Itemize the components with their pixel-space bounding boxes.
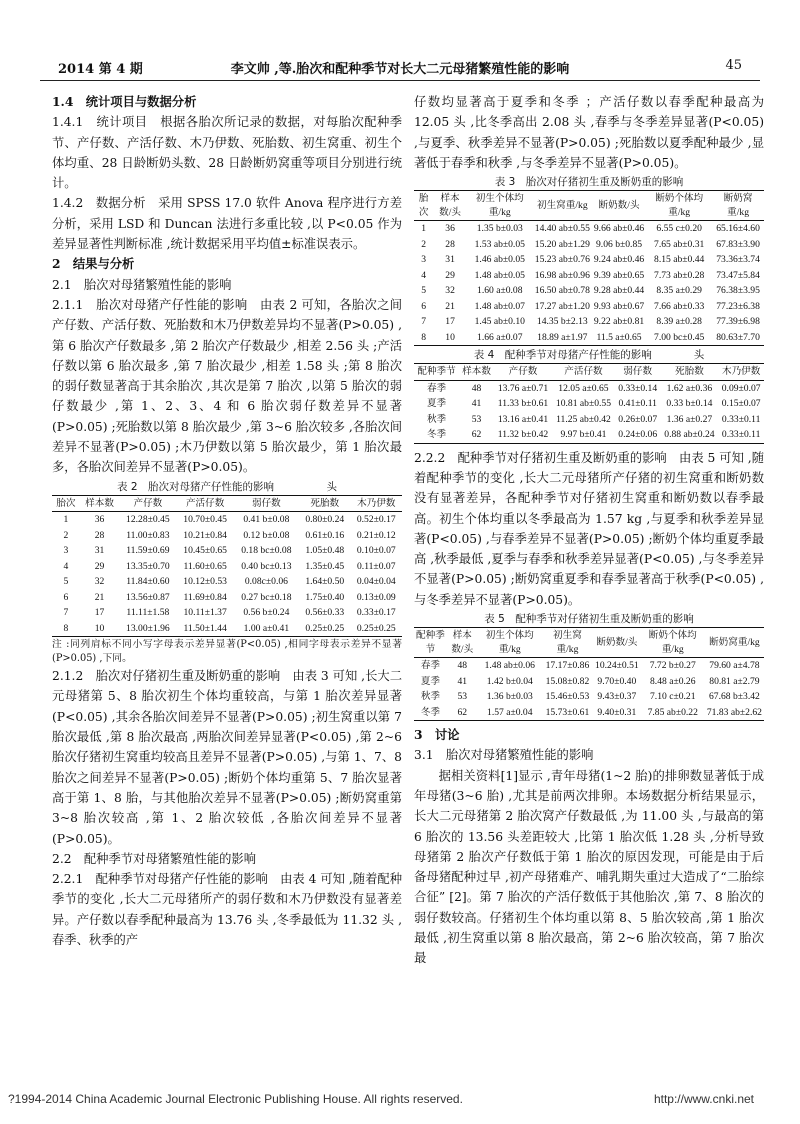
table-cell: 0.18 bc±0.08 [241,545,292,557]
table-cell: 1.66 a±0.07 [477,331,523,343]
table-cell: 7.85 ab±0.22 [647,706,698,718]
table-row [52,621,402,637]
table-cell: 9.93 ab±0.67 [593,300,645,312]
table-cell: 9.39 ab±0.65 [593,269,645,281]
table-cell: 0.26±0.07 [618,413,658,425]
table-cell: 0.21±0.12 [356,529,396,541]
table-cell: 1.48 ab±0.05 [474,269,525,281]
table-cell: 冬季 [420,706,441,718]
table-cell: 1.35 b±0.03 [476,223,523,235]
table-cell: 41 [471,398,482,410]
table-cell: 夏季 [426,398,447,410]
table-cell: 77.23±6.38 [716,300,760,312]
table-cell: 73.47±5.84 [716,269,760,281]
column-header: 断奶个体均重/kg [655,193,704,218]
table-cell: 7.66 ab±0.33 [654,300,705,312]
table-cell: 36 [445,223,455,235]
table-cell: 79.60 a±4.78 [709,660,760,672]
table-cell: 10 [94,622,105,634]
table-row [414,658,764,674]
table-cell: 1.53 ab±0.05 [474,238,525,250]
table-cell: 10.81 ab±0.55 [555,398,612,410]
table-row [414,299,764,315]
table-cell: 6 [63,591,69,603]
table-cell: 11.5 a±0.65 [596,331,642,343]
section-heading: 1.4 统计项目与数据分析 [52,94,197,109]
table-cell: 0.11±0.07 [357,560,396,572]
table-cell: 0.40 bc±0.13 [241,560,292,572]
column-header: 断奶个体均重/kg [648,630,697,655]
table-cell: 65.16±4.60 [716,223,760,235]
column-header: 样本数 [462,366,491,378]
table-cell: 80.81 a±2.79 [709,675,760,687]
table-cell: 8.15 ab±0.44 [654,254,705,266]
table-cell: 1.60 a±0.08 [477,285,523,297]
table-cell: 14.35 b±2.13 [536,316,588,328]
column-header: 胎次 [418,193,429,218]
table-cell: 7.00 bc±0.45 [654,331,705,343]
table-cell: 秋季 [420,691,441,703]
table-cell: 76.38±3.95 [716,285,760,297]
table-row [52,605,402,621]
table-cell: 10.24±0.51 [595,660,639,672]
table-row [414,221,764,237]
table-cell: 7.10 c±0.21 [650,691,696,703]
table-cell: 7.73 ab±0.28 [654,269,705,281]
table-cell: 1.36 b±0.03 [486,691,533,703]
table-cell: 0.56±0.33 [305,607,345,619]
table-cell: 0.52±0.17 [356,514,396,526]
paragraph: 据相关资料[1]显示 ,青年母猪(1~2 胎)的排卵数显著低于成年母猪(3~6 胎) ,尤其是前两次排卵。本场数据分析结果显示，长大二元母猪第 2 胎次窝产仔数最低 ,为 11.00 头 ,与最高的第 6 胎次的 13.56 头差距较大 ,比第 1 胎次低 1.28 头 ,分析导致母猪第 2 胎次产仔数低于第 1 胎次的原因发现，可能是由于后备母猪配种过早 ,初产母猪难产、哺乳期失重过大造成了“二胎综合征” [2]。第 7 胎次的产活仔数低于其他胎次 ,第 7、8 胎次的弱仔数较高。仔猪初生个体均重以第 8、5 胎次较高 ,第 1 胎次最低 ,初生窝重以第 8 胎次最高，第 2~6 胎次较高，第 7 胎次最 [414,768,764,966]
paragraph: 仔数均显著高于夏季和冬季 ；产活仔数以春季配种最高为 12.05 头 ,比冬季高出 2.08 头 ,春季与冬季差异显著(P<0.05) ,与夏季、秋季差异不显著(P>0.05) ;死胎数以夏季配种最少 ,显著低于春季和秋季 ,与冬季差异不显著(P>0.05)。 [414,95,764,170]
paragraph: 2.1.2 胎次对仔猪初生重及断奶重的影响 由表 3 可知 ,长大二元母猪第 5、8 胎次初生个体均重较高，与第 1 胎次差异显著(P<0.05) ,其余各胎次间差异不显著(P>0.05) ;初生窝重以第 7 胎次最低 ,第 8 胎次最高 ,两胎次间差异显著(P<0.05) ,第 2~6 胎次仔猪初生窝重均较高且差异不显著(P>0.05) ,与第 1、7、8 胎次之间差异不显著(P>0.05) ;断奶个体均重第 5、7 胎次显著高于第 1、8 胎，与其他胎次差异不显著(P>0.05) ;断奶窝重第 3~8 胎次较高 ,第 1、2 胎次较低 ,各胎次间差异不显著(P>0.05)。 [52,669,402,846]
table-cell: 0.04±0.04 [356,576,396,588]
column-header: 初生个体均重/kg [475,193,524,218]
table-row [414,283,764,299]
table-cell: 1.57 a±0.04 [487,706,533,718]
table-cell: 6.55 c±0.20 [656,223,702,235]
paragraph: 2.2.1 配种季节对母猪产仔性能的影响 由表 4 可知 ,随着配种季节的变化 ,长大二元母猪所产的弱仔数和木乃伊数没有显著差异。产仔数以春季配种最高为 13.76 头 ,冬季最低为 11.32 头 ,春季、秋季的产 [52,872,402,947]
table-cell: 9.24 ab±0.46 [593,254,645,266]
column-header: 初生个体均重/kg [485,630,534,655]
table-cell: 8 [63,622,69,634]
table-cell: 1.45 ab±0.10 [474,316,525,328]
table-cell: 春季 [426,382,447,394]
table-cell: 7 [63,607,69,619]
table-cell: 28 [445,238,455,250]
table-cell: 11.33 b±0.61 [497,398,549,410]
copyright-text: ?1994-2014 China Academic Journal Electronic Publishing House. All rights reserved. [8,1092,463,1106]
table-cell: 7 [421,316,427,328]
section-heading: 2.2 配种季节对母猪繁殖性能的影响 [52,851,257,866]
table-2 [52,495,402,638]
table-cell: 15.08±0.82 [545,675,590,687]
table-cell: 73.36±3.74 [716,254,760,266]
table-cell: 21 [445,300,455,312]
table-cell: 62 [457,706,468,718]
table-cell: 0.33±0.11 [721,413,761,425]
table-cell: 80.63±7.70 [716,331,760,343]
table-cell: 53 [471,413,482,425]
table-cell: 12.28±0.45 [126,514,170,526]
table-cell: 17 [94,607,105,619]
journal-issue: 2014 第 4 期 [58,62,143,77]
table-row [414,674,764,690]
table-cell: 77.39±6.98 [716,316,760,328]
column-header: 样本数/头 [451,630,474,655]
table-row [414,412,764,428]
table-cell: 秋季 [426,413,447,425]
table-note: 注 :同列肩标不同小写字母表示差异显著(P<0.05) ,相同字母表示差异不显著(P>0.05) ,下同。 [52,639,402,665]
table-cell: 36 [94,514,105,526]
table-cell: 12.05 a±0.65 [558,382,609,394]
table-cell: 6 [421,300,427,312]
table-cell: 11.32 b±0.42 [497,429,549,441]
table-cell: 13.16 a±0.41 [497,413,549,425]
table-cell: 67.83±3.90 [716,238,760,250]
table-cell: 11.11±1.58 [126,607,170,619]
table-cell: 0.27 bc±0.18 [241,591,292,603]
table-cell: 0.33±0.11 [721,429,761,441]
column-header: 初生窝重/kg [553,630,582,655]
section-heading: 2.1 胎次对母猪繁殖性能的影响 [52,277,232,292]
table-row [414,689,764,705]
table-cell: 15.23 ab±0.76 [534,254,590,266]
table-row [414,268,764,284]
column-header: 产活仔数 [185,497,225,509]
table-cell: 1.42 b±0.04 [486,675,533,687]
table-cell: 0.41±0.11 [618,398,657,410]
table-cell: 1 [63,514,69,526]
table-cell: 0.15±0.07 [721,398,761,410]
table-cell: 67.68 b±3.42 [709,691,760,703]
table-cell: 14.40 ab±0.55 [534,223,590,235]
table-cell: 13.00±1.96 [126,622,170,634]
table-row [414,237,764,253]
table-cell: 7.65 ab±0.31 [654,238,705,250]
table-row [414,252,764,268]
table-cell: 0.33±0.17 [356,607,396,619]
table-cell: 8 [421,331,427,343]
table-cell: 8.48 a±0.26 [650,675,696,687]
right-column [414,92,764,969]
table-cell: 41 [457,675,468,687]
column-header: 弱仔数 [623,366,653,378]
column-header: 死胎数 [675,366,704,378]
table-cell: 0.10±0.07 [356,545,396,557]
table-cell: 9.22 ab±0.81 [593,316,645,328]
paragraph: 2.1.1 胎次对母猪产仔性能的影响 由表 2 可知，各胎次之间产仔数、产活仔数、死胎数和木乃伊数差异均不显著(P>0.05) ,第 6 胎次产仔数最多 ,第 2 胎次产仔数最少 ,相差 2.56 头 ;产活仔数以第 6 胎次最多 ,第 7 胎次最少 ,相差 1.58 头 ;第 8 胎次的弱仔数显著高于其余胎次 ,其次是第 7 胎次 ,以第 5 胎次的弱仔数最少 ,第 1、2、3、4 和 6 胎次弱仔数差异不显著(P>0.05) ;死胎数以第 8 胎次最少 ,第 3~6 胎次较多 ,各胎次间差异不显著(P>0.05) ;木乃伊数以第 5 胎次最少，第 1 胎次最多，各胎次间差异不显著(P>0.05)。 [52,297,402,475]
table-cell: 1 [421,223,427,235]
table-row [414,314,764,330]
table-cell: 13.56±0.87 [126,591,170,603]
table-cell: 9.43±0.37 [597,691,637,703]
table-cell: 9.70±0.40 [597,675,637,687]
column-header: 样本数/头 [439,193,461,218]
table-cell: 0.12 b±0.08 [243,529,290,541]
table-row [52,574,402,590]
table-cell: 0.08c±0.06 [244,576,288,588]
paragraph: 2.2.2 配种季节对仔猪初生重及断奶重的影响 由表 5 可知 ,随着配种季节的变化 ,长大二元母猪所产仔猪的初生窝重和断奶数没有显著差异，各配种季节对仔猪初生窝重和断奶数以春季最高。初生个体均重以冬季最高为 1.57 kg ,与夏季和秋季差异显著(P<0.05) ,与春季差异不显著(P>0.05) ;断奶个体均重夏季最高 ,秋季最低 ,夏季与春季和秋季差异显著(P<0.05) ,与冬季差异不显著(P>0.05) ;断奶窝重夏季和春季显著高于秋季(P<0.05) ,与冬季差异不显著(P>0.05)。 [414,450,764,607]
table-cell: 9.97 b±0.41 [560,429,607,441]
table-cell: 11.50±1.44 [183,622,227,634]
page-number: 45 [725,58,742,73]
table-cell: 1.35±0.45 [305,560,345,572]
table-cell: 29 [445,269,455,281]
cnki-link[interactable]: http://www.cnki.net [653,1092,754,1106]
table-cell: 15.73±0.61 [545,706,590,718]
table-cell: 冬季 [426,429,447,441]
table-cell: 0.61±0.16 [305,529,345,541]
table-cell: 31 [445,254,455,266]
table-row [414,330,764,346]
table-cell: 9.40±0.31 [597,706,637,718]
table-row [414,705,764,721]
table-row [414,427,764,443]
table-cell: 0.41 b±0.08 [243,514,290,526]
column-header: 产活仔数 [564,366,603,378]
table-cell: 8.35 a±0.29 [656,285,702,297]
table-cell: 1.75±0.40 [305,591,345,603]
table-cell: 1.62 a±0.36 [666,382,713,394]
running-header [40,58,760,81]
column-header: 断奶数/头 [596,636,638,648]
table-cell: 3 [421,254,427,266]
table-cell: 0.56 b±0.24 [243,607,290,619]
column-header: 弱仔数 [251,497,281,509]
table-cell: 11.69±0.84 [183,591,227,603]
table-cell: 16.50 ab±0.78 [534,285,590,297]
column-header: 断奶数/头 [598,199,640,211]
table-cell: 0.80±0.24 [305,514,345,526]
paragraph: 1.4.1 统计项目 根据各胎次所记录的数据，对每胎次配种季节、产仔数、产活仔数、木乃伊数、死胎数、初生窝重、初生个体均重、28 日龄断奶头数、28 日龄断奶窝重等项目分别进行统计。 [52,115,402,191]
table-cell: 夏季 [420,675,441,687]
table-cell: 17.27 ab±1.20 [534,300,590,312]
table-5 [414,627,764,721]
column-header: 木乃伊数 [357,497,396,509]
table-cell: 1.46 ab±0.05 [474,254,525,266]
table-cell: 1.00 a±0.41 [243,622,290,634]
running-title: 李文帅 ,等.胎次和配种季节对长大二元母猪繁殖性能的影响 [230,62,570,77]
table-cell: 9.66 ab±0.46 [593,223,645,235]
column-header: 胎次 [56,497,76,509]
section-heading: 3.1 胎次对母猪繁殖性能的影响 [414,748,594,763]
table-cell: 0.33±0.14 [618,382,658,394]
column-header: 配种季节 [417,366,456,378]
table-cell: 7.72 b±0.27 [649,660,696,672]
column-header: 产仔数 [133,497,163,509]
table-cell: 21 [94,591,105,603]
table-cell: 13.76 a±0.71 [497,382,549,394]
table-cell: 9.06 b±0.85 [596,238,643,250]
table-cell: 春季 [420,660,441,672]
table-cell: 8.39 a±0.28 [656,316,702,328]
column-header: 断奶窝重/kg [709,636,760,648]
table-caption: 表 5 配种季节对仔猪初生重及断奶重的影响 [484,613,694,626]
table-cell: 17 [445,316,455,328]
table-row [52,528,402,544]
table-cell: 71.83 ab±2.62 [706,706,762,718]
table-cell: 4 [63,560,69,572]
table-cell: 32 [94,576,105,588]
table-cell: 15.20 ab±1.29 [534,238,590,250]
section-heading: 2 结果与分析 [52,256,135,272]
table-cell: 16.98 ab±0.96 [534,269,590,281]
table-cell: 0.09±0.07 [721,382,761,394]
table-cell: 1.48 ab±0.06 [484,660,535,672]
table-cell: 4 [421,269,427,281]
table-cell: 11.00±0.83 [126,529,170,541]
table-row [52,559,402,575]
table-cell: 17.17±0.86 [545,660,590,672]
table-cell: 31 [94,545,105,557]
column-header: 配种季节 [416,630,445,655]
column-header: 初生窝重/kg [537,199,588,211]
table-cell: 28 [94,529,105,541]
column-header: 断奶窝重/kg [723,193,753,218]
table-cell: 32 [445,285,455,297]
table-cell: 1.05±0.48 [305,545,345,557]
left-column [52,92,402,950]
table-cell: 48 [457,660,468,672]
table-4 [414,363,764,444]
table-cell: 9.28 ab±0.44 [593,285,645,297]
table-row [414,380,764,396]
table-cell: 11.59±0.69 [126,545,170,557]
table-cell: 10 [445,331,455,343]
table-cell: 11.60±0.65 [183,560,227,572]
table-cell: 0.25±0.25 [305,622,345,634]
table-cell: 48 [471,382,482,394]
table-cell: 10.70±0.45 [183,514,227,526]
table-cell: 62 [471,429,482,441]
table-cell: 18.89 a±1.97 [537,331,588,343]
table-row [414,396,764,412]
table-cell: 0.13±0.09 [356,591,396,603]
column-header: 样本数 [85,497,114,509]
table-cell: 0.33 b±0.14 [666,398,713,410]
table-cell: 10.21±0.84 [183,529,227,541]
table-cell: 5 [421,285,427,297]
table-cell: 11.84±0.60 [126,576,170,588]
table-cell: 1.48 ab±0.07 [474,300,525,312]
table-cell: 11.25 ab±0.42 [556,413,611,425]
table-cell: 13.35±0.70 [126,560,170,572]
table-cell: 53 [457,691,468,703]
column-header: 死胎数 [310,497,340,509]
table-caption: 表 4 配种季节对母猪产仔性能的影响 头 [473,349,705,362]
table-cell: 1.36 a±0.27 [666,413,713,425]
table-3 [414,190,764,346]
table-cell: 3 [63,545,69,557]
section-heading: 3 讨论 [414,727,460,743]
column-header: 产仔数 [508,366,538,378]
paragraph: 1.4.2 数据分析 采用 SPSS 17.0 软件 Anova 程序进行方差分析，采用 LSD 和 Duncan 法进行多重比较 ,以 P<0.05 作为差异显著性判断标准 ,统计数据采用平均值±标准误表示。 [52,196,402,252]
column-header: 木乃伊数 [721,366,761,378]
table-cell: 2 [63,529,69,541]
table-caption: 表 3 胎次对仔猪初生重及断奶重的影响 [494,176,684,189]
table-cell: 5 [63,576,69,588]
table-cell: 10.45±0.65 [183,545,227,557]
table-cell: 0.25±0.25 [356,622,396,634]
table-cell: 1.64±0.50 [305,576,345,588]
table-row [52,512,402,528]
table-cell: 2 [421,238,427,250]
table-cell: 10.11±1.37 [183,607,227,619]
table-cell: 10.12±0.53 [183,576,227,588]
table-caption: 表 2 胎次对母猪产仔性能的影响 头 [116,480,338,493]
table-row [52,590,402,606]
table-cell: 15.46±0.53 [545,691,590,703]
table-cell: 0.88 ab±0.24 [664,429,715,441]
table-cell: 29 [94,560,105,572]
table-row [52,543,402,559]
table-cell: 0.24±0.06 [618,429,658,441]
